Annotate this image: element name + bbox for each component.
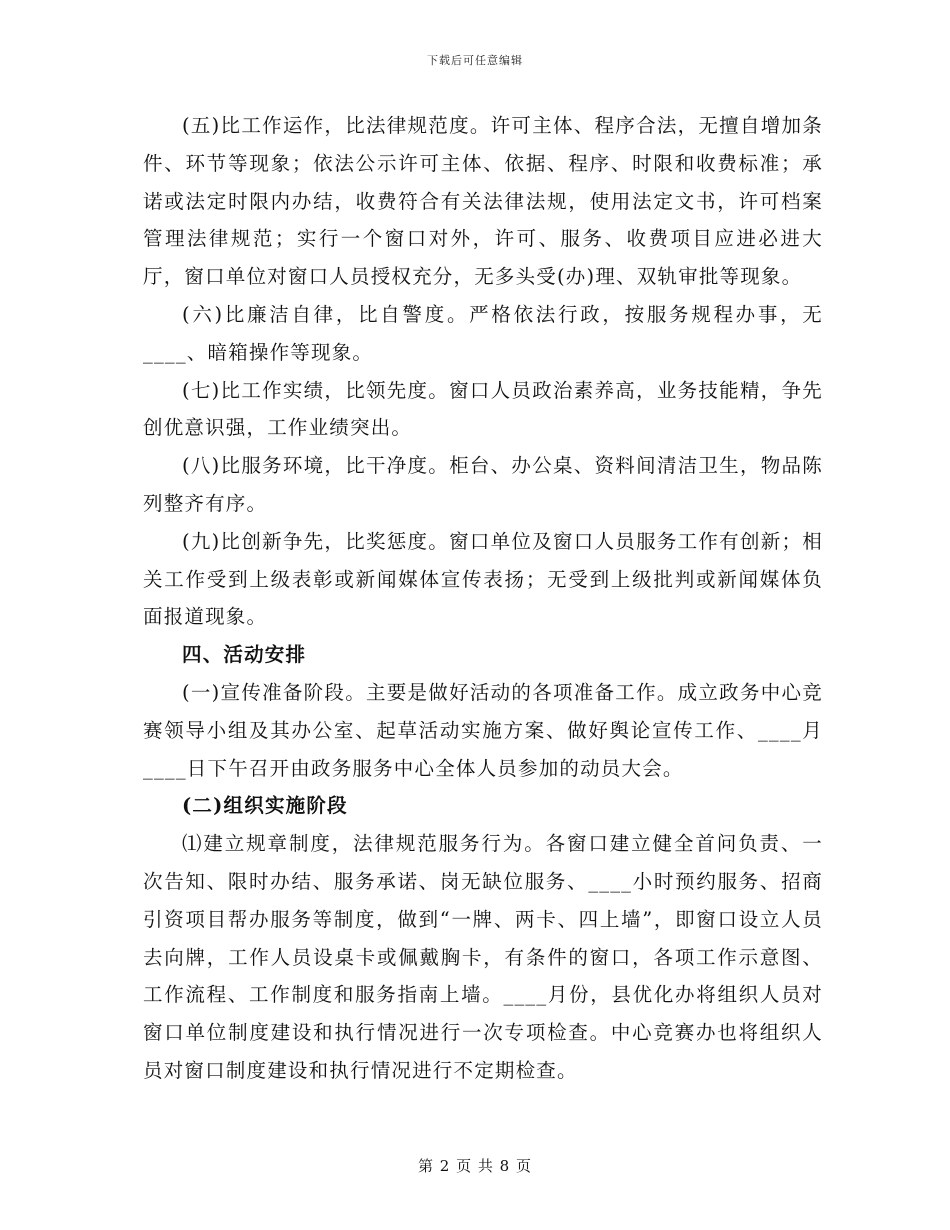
document-body [143,107,823,1090]
paragraph-stage-1: (一)宣传准备阶段。主要是做好活动的各项准备工作。成立政务中心竞赛领导小组及其办公室、起草活动实施方案、做好舆论宣传工作、____月____日下午召开由政务服务中心全体人员参加的动员大会。 [143,680,823,780]
paragraph-item-9: (九)比创新争先，比奖惩度。窗口单位及窗口人员服务工作有创新；相关工作受到上级表彰或新闻媒体宣传表扬；无受到上级批判或新闻媒体负面报道现象。 [143,529,823,629]
paragraph-item-5: (五)比工作运作，比法律规范度。许可主体、程序合法，无擅自增加条件、环节等现象；依法公示许可主体、依据、程序、时限和收费标准；承诺或法定时限内办结，收费符合有关法律法规，使用法定文书，许可档案管理法律规范；实行一个窗口对外，许可、服务、收费项目应进必进大厅，窗口单位对窗口人员授权充分，无多头受(办)理、双轨审批等现象。 [143,114,823,289]
section-heading-activity-schedule: 四、活动安排 [182,643,307,667]
subsection-heading-stage-2: (二)组织实施阶段 [182,794,348,818]
paragraph-stage-2-item-1: ⑴建立规章制度，法律规范服务行为。各窗口建立健全首问负责、一次告知、限时办结、服务承诺、岗无缺位服务、____小时预约服务、招商引资项目帮办服务等制度，做到“一牌、两卡、四上墙”，即窗口设立人员去向牌，工作人员设桌卡或佩戴胸卡，有条件的窗口，各项工作示意图、工作流程、工作制度和服务指南上墙。____月份，县优化办将组织人员对窗口单位制度建设和执行情况进行一次专项检查。中心竞赛办也将组织人员对窗口制度建设和执行情况进行不定期检查。 [143,832,823,1082]
paragraph-item-6: (六)比廉洁自律，比自警度。严格依法行政，按服务规程办事，无____、暗箱操作等现象。 [143,302,823,364]
page-header: 下载后可任意编辑 [427,54,523,67]
paragraph-item-8: (八)比服务环境，比干净度。柜台、办公桌、资料间清洁卫生，物品陈列整齐有序。 [143,454,823,515]
page-footer: 第 2 页 共 8 页 [418,1157,532,1175]
paragraph-item-7: (七)比工作实绩，比领先度。窗口人员政治素养高，业务技能精，争先创优意识强，工作业绩突出。 [143,378,823,440]
